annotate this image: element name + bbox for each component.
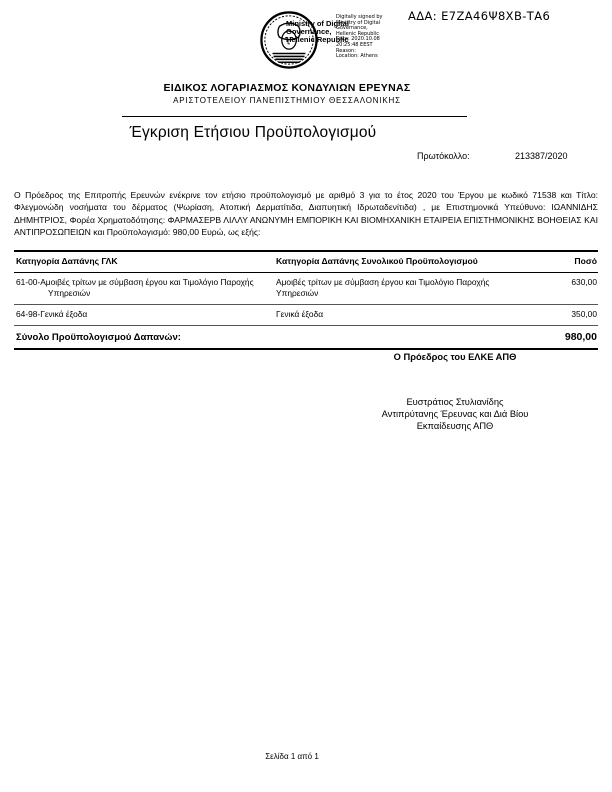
table-row <box>14 305 598 326</box>
cell-budget-category: Γενικά έξοδα <box>276 309 324 319</box>
stamp-ministry-line: Hellenic Republic <box>286 35 349 44</box>
col-header-synoliko: Κατηγορία Δαπάνης Συνολικού Προϋπολογισμού <box>276 256 478 266</box>
stamp-ministry-line: Governance, <box>286 27 332 36</box>
digital-signature-stamp <box>260 11 460 69</box>
approval-paragraph: Ο Πρόεδρος της Επιτροπής Ερευνών ενέκρινε τον ετήσιο προϋπολογισμό με αριθμό 3 για το έτος 2020 του Έργου με κωδικό 71538 και Τίτλο: Φλεγμονώδη νοσήματα του δέρματος (Ψωρίαση, Ατοπική Δερματίτιδα, Διαπυητική Ιδρωταδενίτιδα) , με Επιστημονικά Υπεύθυνο: ΙΩΑΝΝΙΔΗΣ ΔΗΜΗΤΡΙΟΣ, Φορέα Χρηματοδότησης: ΦΑΡΜΑΣΕΡΒ ΛΙΛΛΥ ΑΝΩΝΥΜΗ ΕΜΠΟΡΙΚΗ ΚΑΙ ΒΙΟΜΗΧΑΝΙΚΗ ΕΤΑΙΡΕΙΑ ΕΠΙΣΤΗΜΟΝΙΚΗΣ ΒΟΗΘΕΙΑΣ ΚΑΙ ΑΝΤΙΠΡΟΣΩΠΕΙΩΝ και Προϋπολογισμό: 980,00 Ευρώ, ως εξής: <box>14 190 598 238</box>
stamp-signature-details: Digitally signed by Ministry of Digital Governance, Hellenic Republic Date: 2020.10.08 20:25:48 EEST Reason: Location: Athens <box>336 14 383 60</box>
page-title: Έγκριση Ετήσιου Προϋπολογισμού <box>129 124 377 141</box>
protocol-label: Πρωτόκολλο: <box>417 151 470 161</box>
budget-table <box>14 250 598 350</box>
ada-code: ΑΔΑ: E7ZA46Ψ8ΧΒ-ΤΑ6 <box>408 9 551 23</box>
table-total-row <box>14 326 598 350</box>
signatory-role-line2: Εκπαίδευσης ΑΠΘ <box>416 421 494 431</box>
university-name: ΑΡΙΣΤΟΤΕΛΕΙΟΥ ΠΑΝΕΠΙΣΤΗΜΙΟΥ ΘΕΣΣΑΛΟΝΙΚΗΣ <box>173 96 401 105</box>
cell-budget-category: Αμοιβές τρίτων με σύμβαση έργου και Τιμολόγιο Παροχής Υπηρεσιών <box>276 277 490 298</box>
table-header-row <box>14 250 598 273</box>
signatory-block <box>340 396 570 432</box>
cell-glk-category: 64-98-Γενικά έξοδα <box>16 309 88 319</box>
cell-amount: 350,00 <box>571 309 597 319</box>
cell-glk-category: 61-00-Αμοιβές τρίτων με σύμβαση έργου και Τιμολόγιο Παροχής Υπηρεσιών <box>16 277 254 298</box>
table-row <box>14 273 598 305</box>
col-header-amount: Ποσό <box>574 256 597 266</box>
signatory-name: Ευστράτιος Στυλιανίδης <box>406 397 504 407</box>
page-number: Σελίδα 1 από 1 <box>265 752 319 761</box>
signatory-title: Ο Πρόεδρος του ΕΛΚΕ ΑΠΘ <box>393 352 517 362</box>
header-divider <box>122 116 467 117</box>
letterhead <box>107 82 467 105</box>
signatory-role-line1: Αντιπρύτανης Έρευνας και Διά Βίου <box>381 409 529 419</box>
protocol-number: 213387/2020 <box>515 151 568 161</box>
total-label: Σύνολο Προϋπολογισμού Δαπανών: <box>16 332 181 343</box>
organization-name: ΕΙΔΙΚΟΣ ΛΟΓΑΡΙΑΣΜΟΣ ΚΟΝΔΥΛΙΩΝ ΕΡΕΥΝΑΣ <box>163 82 411 94</box>
cell-amount: 630,00 <box>571 277 597 287</box>
stamp-ministry-line: Ministry of Digital <box>286 19 349 28</box>
total-amount: 980,00 <box>564 331 597 343</box>
col-header-glk: Κατηγορία Δαπάνης ΓΛΚ <box>16 256 118 266</box>
